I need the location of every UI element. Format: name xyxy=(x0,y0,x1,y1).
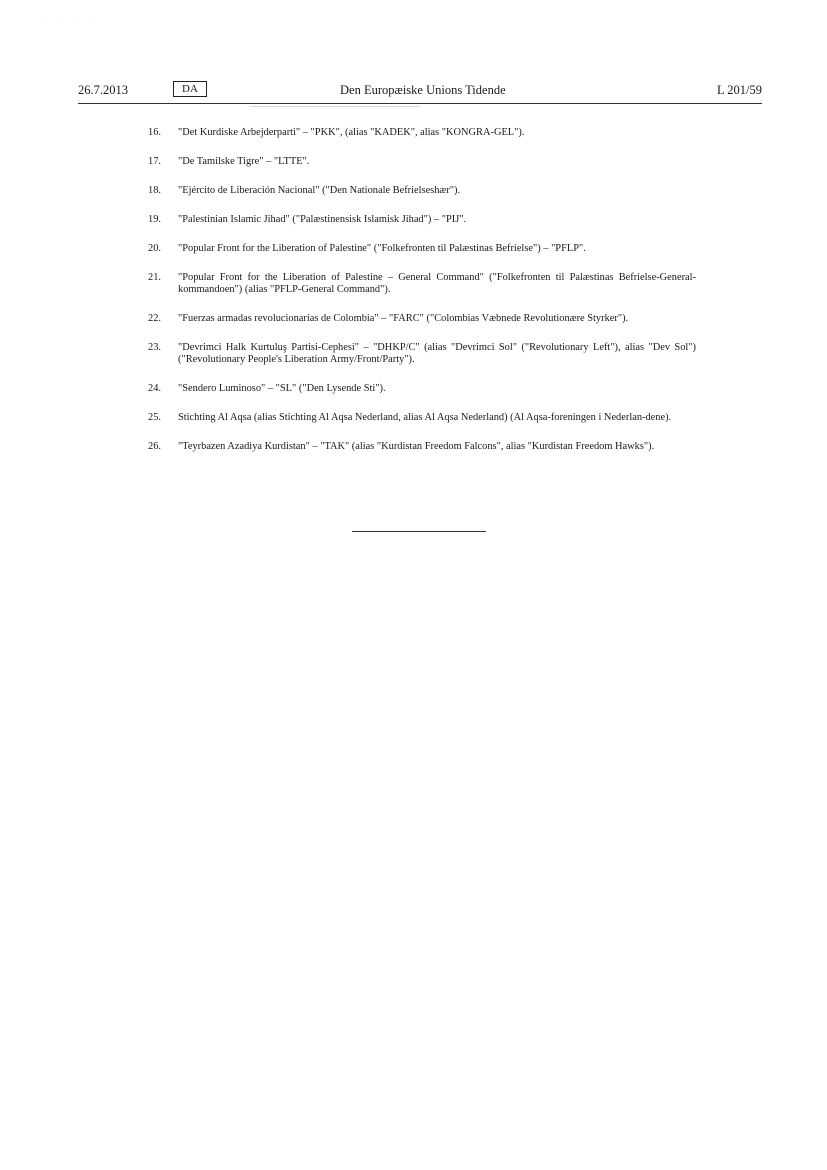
list-item xyxy=(148,185,696,197)
list-item-text: "Popular Front for the Liberation of Palestine – General Command" ("Folkefronten til Palæstinas Befrielse-General-kommandoen") (alias "PFLP-General Command"). xyxy=(178,272,696,295)
list-item xyxy=(148,272,696,296)
list-item xyxy=(148,243,696,255)
list-item xyxy=(148,214,696,226)
scan-artifact-marks: · · · · xyxy=(42,16,98,23)
list-item-text: "Det Kurdiske Arbejderparti" – "PKK", (alias "KADEK", alias "KONGRA-GEL"). xyxy=(178,127,525,138)
header-rule-faint xyxy=(250,106,420,107)
list-item-number: 17. xyxy=(148,156,161,167)
list-item-text: "Fuerzas armadas revolucionarias de Colombia" – "FARC" ("Colombias Væbnede Revolutionære Styrker"). xyxy=(178,313,629,324)
list-item xyxy=(148,342,696,366)
list-item-text: Stichting Al Aqsa (alias Stichting Al Aqsa Nederland, alias Al Aqsa Nederland) (Al Aqsa-foreningen i Nederlan-dene). xyxy=(178,412,672,423)
end-of-section-rule xyxy=(352,531,486,532)
list-item-text: "Devrimci Halk Kurtuluş Partisi-Cephesi" – "DHKP/C" (alias "Devrimci Sol" ("Revolutionary Left"), alias "Dev Sol") ("Revolutionary People's Liberation Army/Front/Party"). xyxy=(178,342,696,365)
list-item xyxy=(148,156,696,168)
language-code-box: DA xyxy=(173,81,207,97)
list-item xyxy=(148,383,696,395)
list-item-number: 23. xyxy=(148,342,161,353)
list-item xyxy=(148,412,696,424)
list-item-text: "Popular Front for the Liberation of Palestine" ("Folkefronten til Palæstinas Befrielse") – "PFLP". xyxy=(178,243,586,254)
list-item-number: 21. xyxy=(148,272,161,283)
header-rule xyxy=(78,103,762,104)
list-item-number: 18. xyxy=(148,185,161,196)
journal-header xyxy=(78,78,762,104)
list-item-number: 22. xyxy=(148,313,161,324)
list-item xyxy=(148,441,696,453)
list-item-number: 26. xyxy=(148,441,161,452)
journal-title: Den Europæiske Unions Tidende xyxy=(340,83,506,97)
list-item-text: "Sendero Luminoso" – "SL" ("Den Lysende Sti"). xyxy=(178,383,386,394)
list-item-text: "Ejército de Liberación Nacional" ("Den Nationale Befrielseshær"). xyxy=(178,185,461,196)
organisation-list xyxy=(148,127,696,470)
list-item-number: 16. xyxy=(148,127,161,138)
list-item-text: "De Tamilske Tigre" – "LTTE". xyxy=(178,156,310,167)
list-item xyxy=(148,127,696,139)
list-item-number: 20. xyxy=(148,243,161,254)
list-item-number: 24. xyxy=(148,383,161,394)
list-item-text: "Teyrbazen Azadiya Kurdistan" – "TAK" (alias "Kurdistan Freedom Falcons", alias "Kurdistan Freedom Hawks"). xyxy=(178,441,655,452)
list-item-text: "Palestinian Islamic Jihad" ("Palæstinensisk Islamisk Jihad") – "PIJ". xyxy=(178,214,467,225)
publication-date: 26.7.2013 xyxy=(78,83,128,97)
list-item-number: 25. xyxy=(148,412,161,423)
list-item-number: 19. xyxy=(148,214,161,225)
page-reference: L 201/59 xyxy=(716,83,762,97)
list-item xyxy=(148,313,696,325)
